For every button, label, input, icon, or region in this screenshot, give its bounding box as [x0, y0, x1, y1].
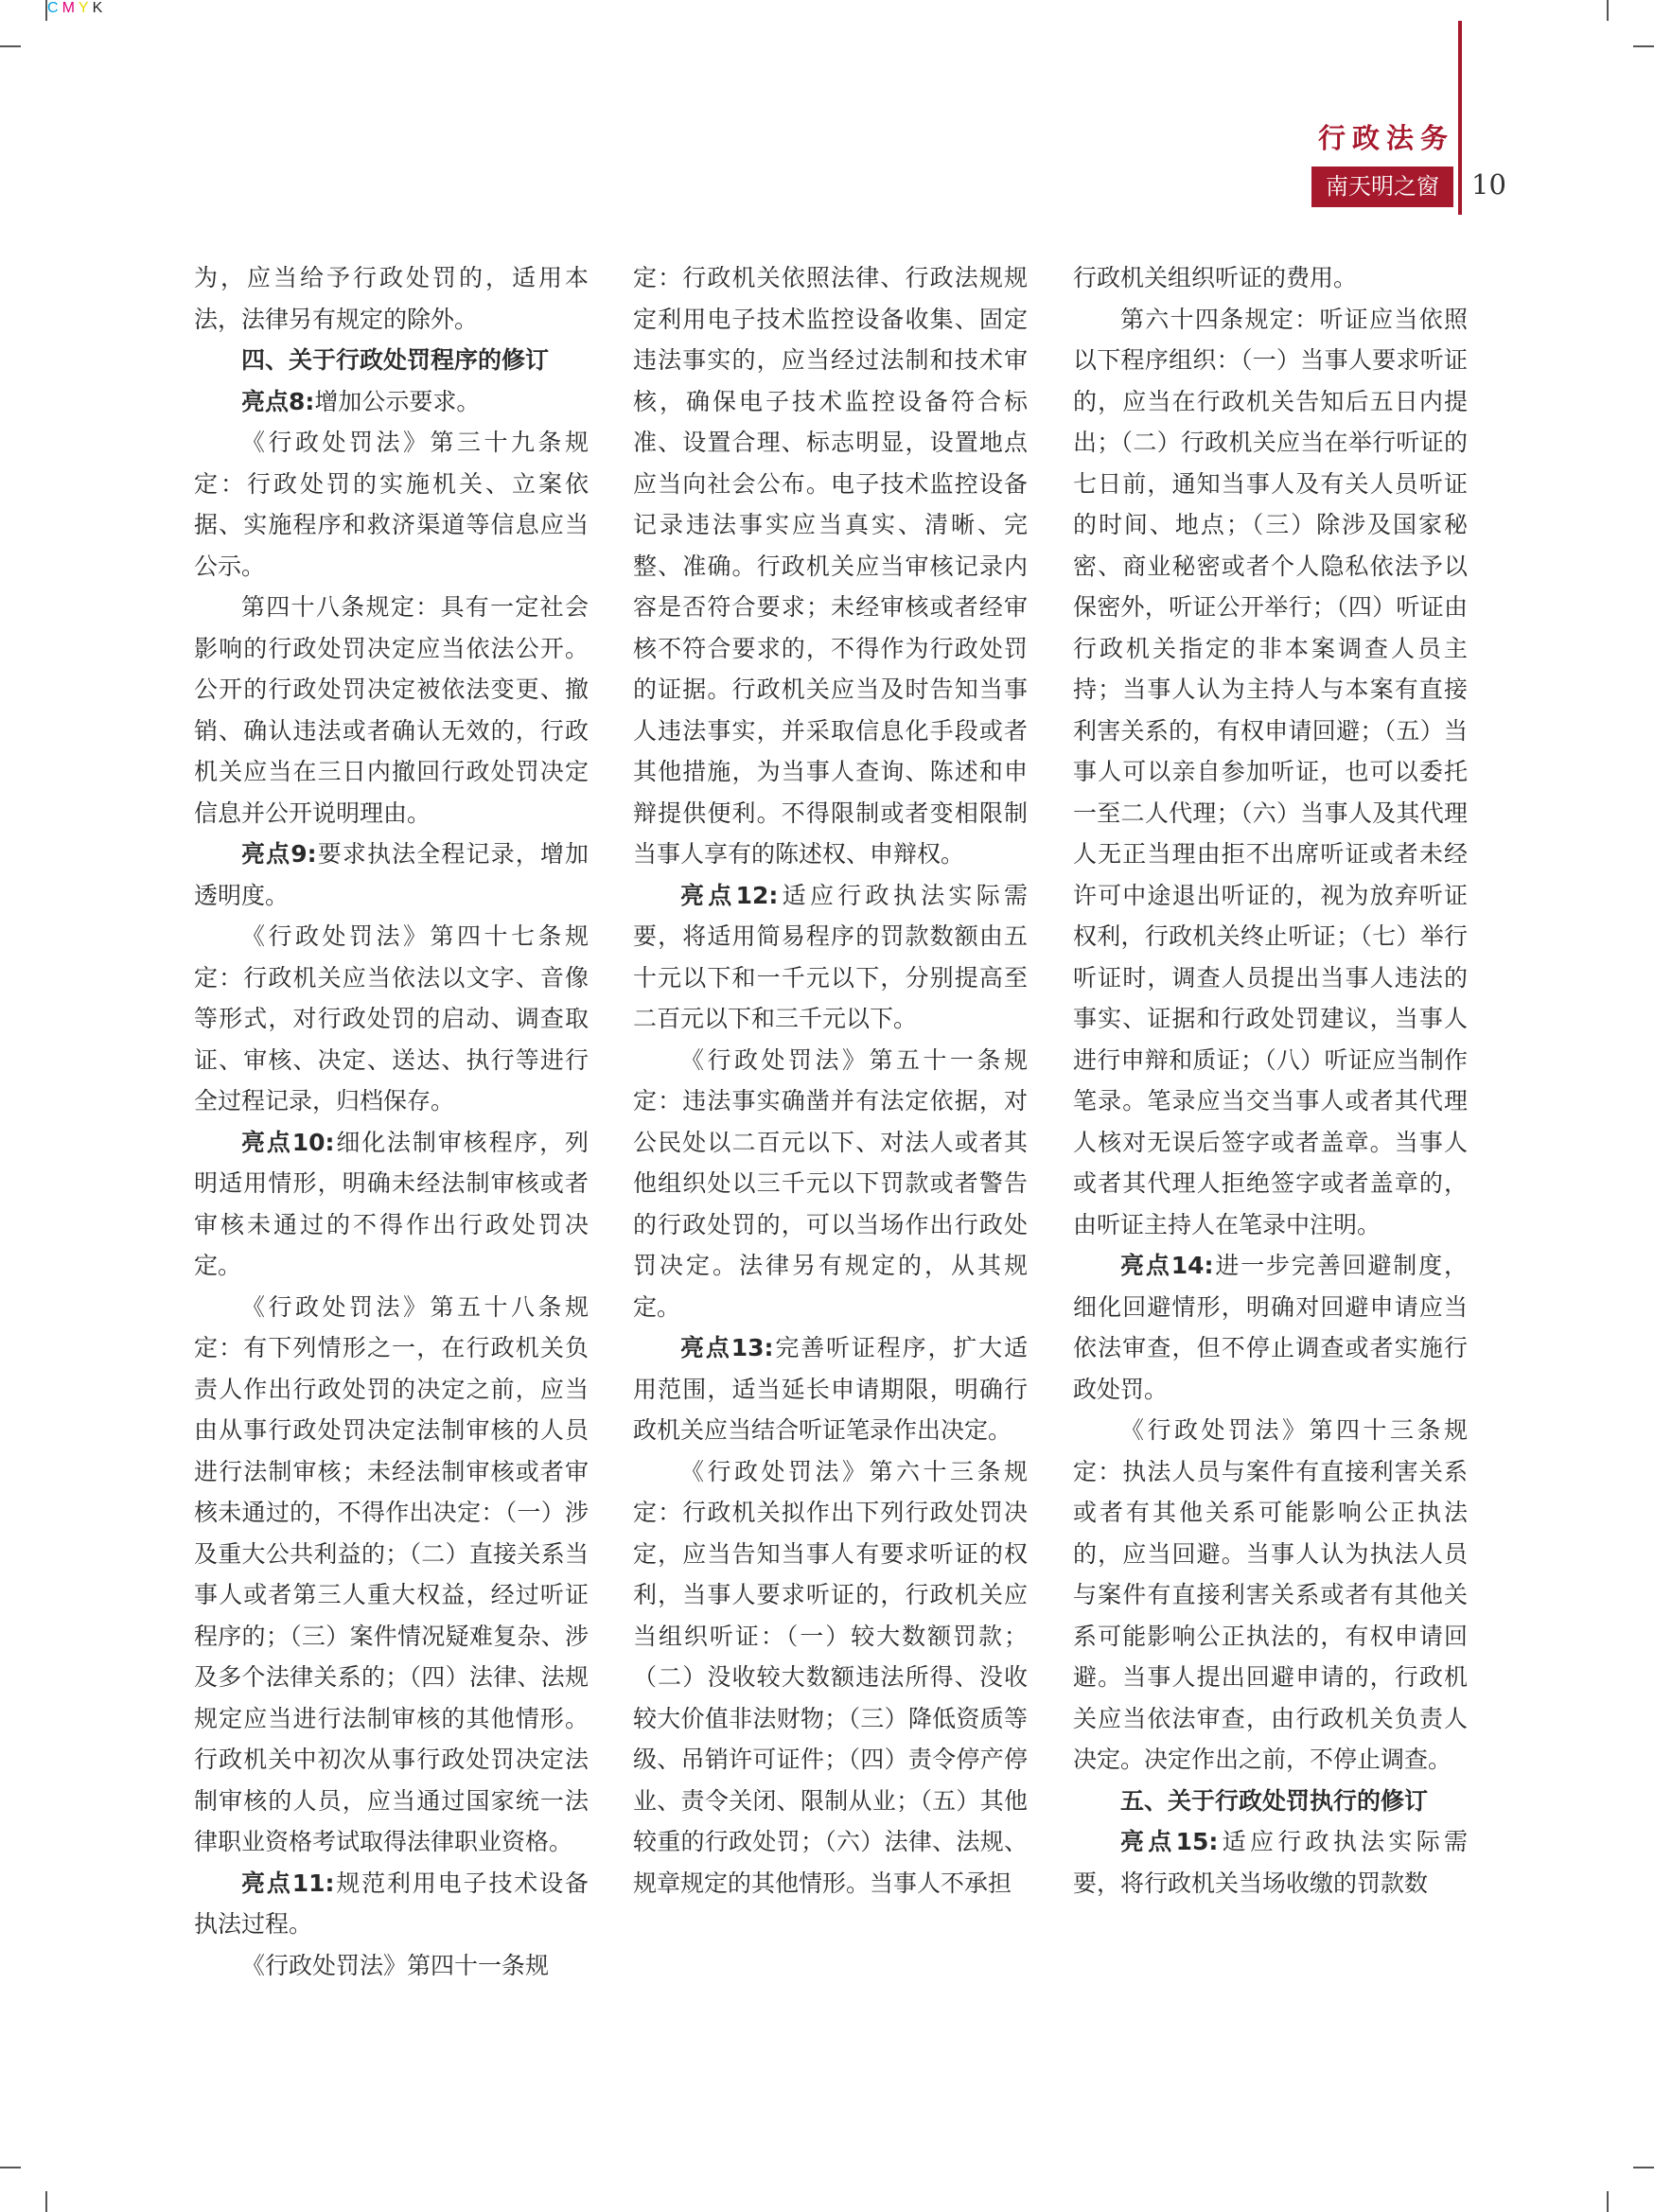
cmyk-y: Y — [78, 0, 93, 16]
highlight-paragraph — [633, 875, 1028, 1040]
brand-label: 南天明之窗 — [1311, 167, 1453, 207]
crop-mark-top-right-h — [1633, 45, 1654, 47]
body-paragraph: 第四十八条规定：具有一定社会影响的行政处罚决定应当依法公开。公开的行政处罚决定被依法变更、撤销、确认违法或者确认无效的，行政机关应当在三日内撤回行政处罚决定信息并公开说明理由。 — [194, 593, 589, 827]
body-paragraph: 《行政处罚法》第五十一条规定：违法事实确凿并有法定依据，对公民处以二百元以下、对法人或者其他组织处以三千元以下罚款或者警告的行政处罚的，可以当场作出行政处罚决定。法律另有规定的，从其规定。 — [633, 1045, 1028, 1321]
header-vertical-rule — [1458, 21, 1462, 215]
cmyk-color-bar — [47, 0, 106, 17]
highlight-text: 细化法制审核程序，列明适用情形，明确未经法制审核或者审核未通过的不得作出行政处罚决定。 — [194, 1128, 589, 1279]
cmyk-k: K — [92, 0, 107, 16]
highlight-label: 亮点10: — [241, 1128, 335, 1156]
crop-mark-bottom-right-h — [1633, 2167, 1654, 2168]
highlight-paragraph — [194, 1122, 589, 1287]
continued-paragraph: 行政机关组织听证的费用。 — [1073, 264, 1358, 291]
text-column-2 — [633, 257, 1028, 1904]
crop-mark-bottom-left-v — [45, 2191, 47, 2212]
section-heading: 五、关于行政处罚执行的修订 — [1120, 1786, 1429, 1815]
highlight-label: 亮点15: — [1120, 1828, 1219, 1855]
highlight-text: 规范利用电子技术设备执法过程。 — [194, 1869, 589, 1938]
highlight-paragraph — [194, 1863, 589, 1945]
highlight-text: 完善听证程序，扩大适用范围，适当延长申请期限，明确行政机关应当结合听证笔录作出决定。 — [633, 1334, 1028, 1444]
text-column-1 — [194, 257, 589, 1986]
body-paragraph: 第六十四条规定：听证应当依照以下程序组织：（一）当事人要求听证的，应当在行政机关告知后五日内提出；（二）行政机关应当在举行听证的七日前，通知当事人及有关人员听证的时间、地点；（三）除涉及国家秘密、商业秘密或者个人隐私依法予以保密外，听证公开举行；（四）听证由行政机关指定的非本案调查人员主持；当事人认为主持人与本案有直接利害关系的，有权申请回避；（五）当事人可以亲自参加听证，也可以委托一至二人代理；（六）当事人及其代理人无正当理由拒不出席听证或者未经许可中途退出听证的，视为放弃听证权利，行政机关终止听证；（七）举行听证时，调查人员提出当事人违法的事实、证据和行政处罚建议，当事人进行申辩和质证；（八）听证应当制作笔录。笔录应当交当事人或者其代理人核对无误后签字或者盖章。当事人或者其代理人拒绝签字或者盖章的，由听证主持人在笔录中注明。 — [1073, 305, 1468, 1238]
text-column-3 — [1073, 257, 1468, 1904]
highlight-label: 亮点8: — [241, 387, 315, 415]
highlight-label: 亮点12: — [680, 881, 779, 909]
highlight-label: 亮点9: — [241, 840, 317, 868]
highlight-paragraph — [1073, 1245, 1468, 1410]
highlight-label: 亮点13: — [680, 1334, 774, 1361]
highlight-paragraph — [633, 1327, 1028, 1451]
crop-mark-top-right-v — [1607, 0, 1609, 21]
highlight-paragraph — [194, 834, 589, 916]
section-title: 行政法务 — [1317, 122, 1454, 154]
body-paragraph: 《行政处罚法》第五十八条规定：有下列情形之一，在行政机关负责人作出行政处罚的决定之前，应当由从事行政处罚决定法制审核的人员进行法制审核；未经法制审核或者审核未通过的，不得作出决定：（一）涉及重大公共利益的；（二）直接关系当事人或者第三人重大权益，经过听证程序的；（三）案件情况疑难复杂、涉及多个法律关系的；（四）法律、法规规定应当进行法制审核的其他情形。行政机关中初次从事行政处罚决定法制审核的人员，应当通过国家统一法律职业资格考试取得法律职业资格。 — [194, 1292, 589, 1855]
page-number: 10 — [1471, 168, 1506, 201]
highlight-text: 进一步完善回避制度，细化回避情形，明确对回避申请应当依法审查，但不停止调查或者实施行政处罚。 — [1073, 1252, 1468, 1403]
crop-mark-bottom-left-h — [0, 2167, 21, 2168]
continued-paragraph: 为，应当给予行政处罚的，适用本法，法律另有规定的除外。 — [194, 264, 589, 333]
body-paragraph: 《行政处罚法》第三十九条规定：行政处罚的实施机关、立案依据、实施程序和救济渠道等信息应当公示。 — [194, 429, 589, 580]
cmyk-c: C — [47, 0, 62, 16]
body-paragraph: 《行政处罚法》第六十三条规定：行政机关拟作出下列行政处罚决定，应当告知当事人有要求听证的权利，当事人要求听证的，行政机关应当组织听证：（一）较大数额罚款；（二）没收较大数额违法所得、没收较大价值非法财物；（三）降低资质等级、吊销许可证件；（四）责令停产停业、责令关闭、限制从业；（五）其他较重的行政处罚；（六）法律、法规、规章规定的其他情形。当事人不承担 — [633, 1457, 1028, 1897]
section-heading: 四、关于行政处罚程序的修订 — [241, 346, 550, 374]
highlight-label: 亮点14: — [1120, 1252, 1214, 1279]
crop-mark-bottom-right-v — [1607, 2191, 1609, 2212]
highlight-paragraph — [194, 381, 589, 423]
highlight-label: 亮点11: — [241, 1869, 335, 1897]
continued-paragraph: 定：行政机关依照法律、行政法规规定利用电子技术监控设备收集、固定违法事实的，应当经过法制和技术审核，确保电子技术监控设备符合标准、设置合理、标志明显，设置地点应当向社会公布。电子技术监控设备记录违法事实应当真实、清晰、完整、准确。行政机关应当审核记录内容是否符合要求；未经审核或者经审核不符合要求的，不得作为行政处罚的证据。行政机关应当及时告知当事人违法事实，并采取信息化手段或者其他措施，为当事人查询、陈述和申辩提供便利。不得限制或者变相限制当事人享有的陈述权、申辩权。 — [633, 264, 1028, 868]
highlight-text: 适应行政执法实际需要，将行政机关当场收缴的罚款数 — [1073, 1828, 1468, 1897]
highlight-text: 增加公示要求。 — [314, 387, 481, 415]
cmyk-m: M — [62, 0, 79, 16]
crop-mark-top-left-h — [0, 45, 21, 47]
highlight-text: 要求执法全程记录，增加透明度。 — [194, 840, 589, 909]
body-paragraph: 《行政处罚法》第四十七条规定：行政机关应当依法以文字、音像等形式，对行政处罚的启动、调查取证、审核、决定、送达、执行等进行全过程记录，归档保存。 — [194, 922, 589, 1115]
highlight-text: 适应行政执法实际需要，将适用简易程序的罚款数额由五十元以下和一千元以下，分别提高至二百元以下和三千元以下。 — [633, 881, 1028, 1032]
body-paragraph: 《行政处罚法》第四十三条规定：执法人员与案件有直接利害关系或者有其他关系可能影响公正执法的，应当回避。当事人认为执法人员与案件有直接利害关系或者有其他关系可能影响公正执法的，有权申请回避。当事人提出回避申请的，行政机关应当依法审查，由行政机关负责人决定。决定作出之前，不停止调查。 — [1073, 1416, 1468, 1773]
highlight-paragraph — [1073, 1821, 1468, 1904]
body-paragraph: 《行政处罚法》第四十一条规 — [241, 1951, 550, 1979]
